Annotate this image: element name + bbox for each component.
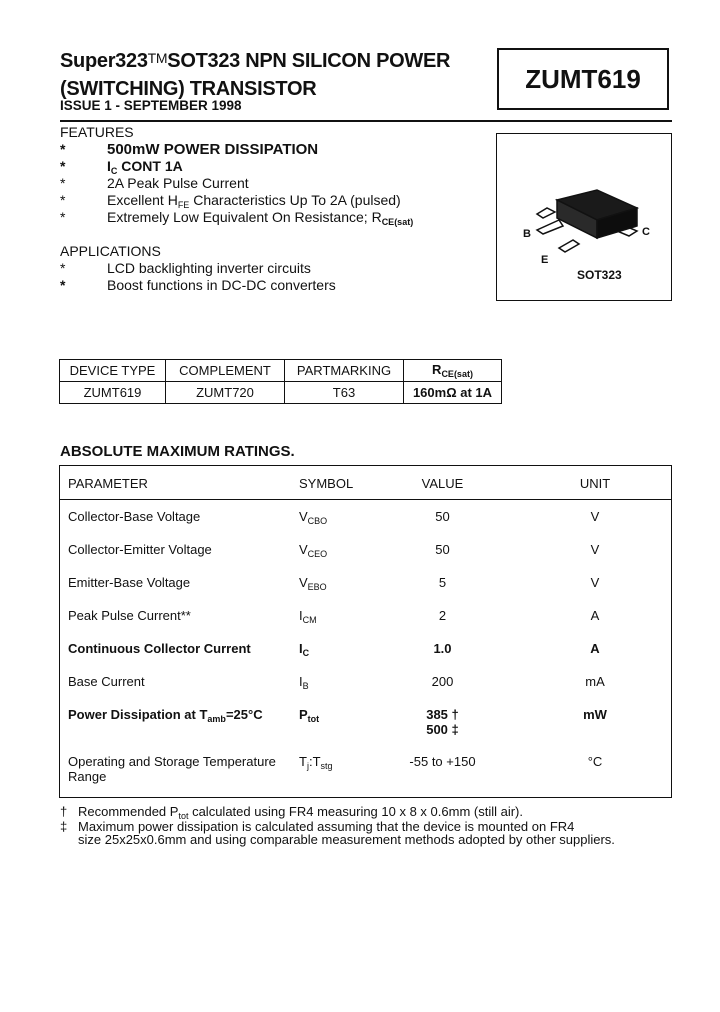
feature-item: 2A Peak Pulse Current xyxy=(107,175,249,191)
cell-parameter: Base Current xyxy=(68,674,145,689)
footnote-ddagger-mark: ‡ xyxy=(60,819,68,834)
cell-value: 385 † 500 ‡ xyxy=(426,707,459,737)
cell-unit: A xyxy=(590,641,600,656)
application-bullet: * xyxy=(60,277,66,293)
cell-symbol: $I_C$ xyxy=(299,641,310,658)
device-table xyxy=(59,359,502,404)
package-label: SOT323 xyxy=(577,268,622,282)
trademark-mark: TM xyxy=(147,50,168,66)
cell-unit: V xyxy=(590,575,600,590)
feature-bullet: * xyxy=(60,209,66,225)
cell-symbol: $V_{CBO}$ xyxy=(299,509,328,526)
cell-value: 5 xyxy=(438,575,447,590)
feature-item: Extremely Low Equivalent On Resistance; $R_{CE(sat)}$ xyxy=(107,209,414,227)
device-table-row xyxy=(60,382,502,404)
cell-unit: °C xyxy=(587,754,603,769)
cell-symbol: $V_{CEO}$ xyxy=(299,542,328,559)
package-image-box xyxy=(496,133,672,301)
header-rce-sat: $R_{CE(sat)}$ xyxy=(404,360,502,382)
pin-e-label: E xyxy=(541,254,549,266)
cell-unit: V xyxy=(590,542,600,557)
cell-parameter: Operating and Storage Temperature Range xyxy=(68,754,276,784)
cell-parameter: Power Dissipation at $T_{amb}=25^\circ C$ xyxy=(68,707,263,724)
cell-symbol: $P_{tot}$ xyxy=(299,707,320,724)
feature-bullet: * xyxy=(60,158,66,174)
cell-unit: A xyxy=(590,608,600,623)
application-bullet: * xyxy=(60,260,66,276)
cell-unit: V xyxy=(590,509,600,524)
cell-symbol: $I_{CM}$ xyxy=(299,608,317,625)
cell-parameter: Continuous Collector Current xyxy=(68,641,251,656)
pin-c-label: C xyxy=(642,226,650,238)
application-item: Boost functions in DC-DC converters xyxy=(107,277,336,293)
cell-device-type: ZUMT619 xyxy=(60,382,166,404)
header-device-type: DEVICE TYPE xyxy=(60,360,166,382)
document-title xyxy=(60,44,490,103)
part-number-box xyxy=(497,48,669,110)
issue-date: ISSUE 1 - SEPTEMBER 1998 xyxy=(60,98,242,113)
feature-bullet: * xyxy=(60,141,66,157)
brand-name: Super323 xyxy=(60,50,148,72)
cell-partmarking: T63 xyxy=(285,382,404,404)
applications-heading: APPLICATIONS xyxy=(60,243,161,259)
title-line-1: SOT323 NPN SILICON POWER xyxy=(167,50,451,72)
cell-unit: mA xyxy=(585,674,605,689)
pin-b-label: B xyxy=(523,228,531,240)
cell-symbol: $V_{EBO}$ xyxy=(299,575,327,592)
cell-parameter: Collector-Base Voltage xyxy=(68,509,201,524)
cell-value: -55 to +150 xyxy=(409,754,476,769)
header-unit: UNIT xyxy=(579,476,611,491)
cell-value: 200 xyxy=(431,674,454,689)
header-symbol: SYMBOL xyxy=(299,476,354,491)
footnote-ddagger-line-1: Maximum power dissipation is calculated assuming that the device is mounted on FR4 xyxy=(78,819,575,834)
cell-value: 1.0 xyxy=(433,641,452,656)
footnote-ddagger-line-2: size 25x25x0.6mm and using comparable measurement methods adopted by other suppliers. xyxy=(78,832,615,847)
features-heading: FEATURES xyxy=(60,124,134,140)
part-number: ZUMT619 xyxy=(525,63,641,94)
title-line-2: (SWITCHING) TRANSISTOR xyxy=(60,78,317,100)
ratings-title: ABSOLUTE MAXIMUM RATINGS. xyxy=(60,443,295,460)
cell-rce-sat: 160mΩ at 1A xyxy=(404,382,502,404)
cell-parameter: Peak Pulse Current** xyxy=(68,608,191,623)
cell-parameter: Emitter-Base Voltage xyxy=(68,575,191,590)
header-divider xyxy=(60,120,672,122)
footnote-dagger-mark: † xyxy=(60,804,68,819)
cell-complement: ZUMT720 xyxy=(166,382,285,404)
ratings-table xyxy=(59,465,672,798)
ratings-header-divider xyxy=(60,499,671,500)
header-partmarking: PARTMARKING xyxy=(285,360,404,382)
feature-bullet: * xyxy=(60,192,66,208)
cell-value: 50 xyxy=(435,509,450,524)
feature-item: 500mW POWER DISSIPATION xyxy=(107,141,319,158)
cell-value: 2 xyxy=(438,608,447,623)
feature-item: $I_C$ CONT 1A xyxy=(107,158,183,176)
application-item: LCD backlighting inverter circuits xyxy=(107,260,311,276)
feature-item: Excellent $H_{FE}$ Characteristics Up To 2A (pulsed) xyxy=(107,192,401,210)
feature-bullet: * xyxy=(60,175,66,191)
cell-value: 50 xyxy=(435,542,450,557)
header-complement: COMPLEMENT xyxy=(166,360,285,382)
header-value: VALUE xyxy=(421,476,464,491)
footnote-dagger-text: Recommended $P_{tot}$ calculated using FR4 measuring 10 x 8 x 0.6mm (still air). xyxy=(78,804,523,821)
header-parameter: PARAMETER xyxy=(68,476,148,491)
cell-symbol: $T_j:T_{stg}$ xyxy=(299,754,333,771)
cell-parameter: Collector-Emitter Voltage xyxy=(68,542,212,557)
cell-symbol: $I_B$ xyxy=(299,674,309,691)
cell-unit: mW xyxy=(583,707,607,722)
device-table-header-row xyxy=(60,360,502,382)
